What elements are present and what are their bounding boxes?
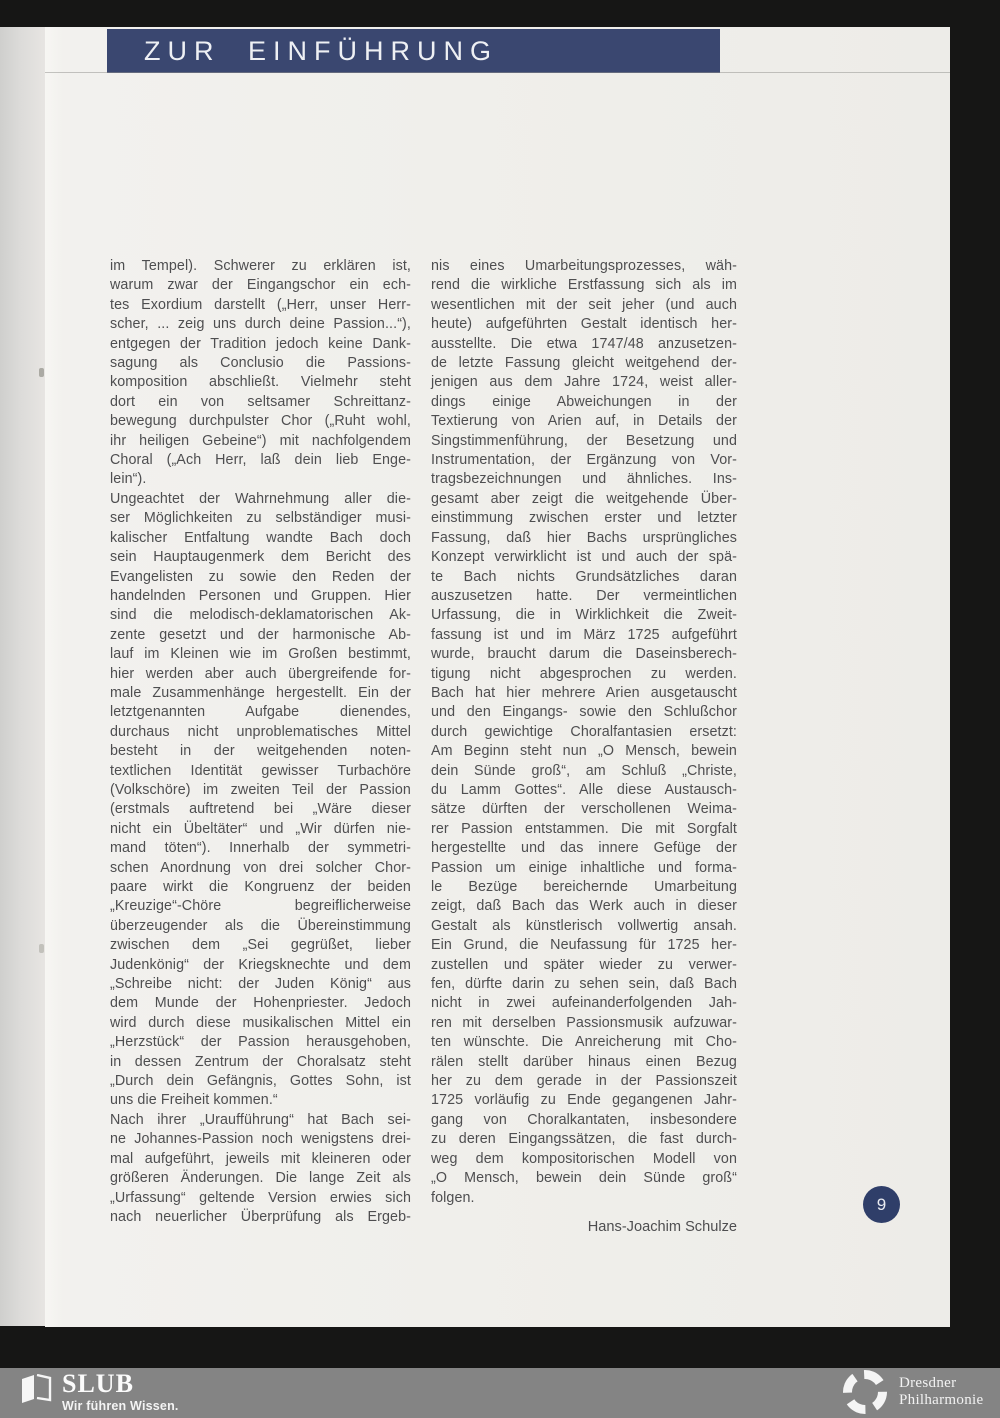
text-line: zu deren Eingangssätzen, die fast durch- — [431, 1131, 737, 1148]
text-line: hier werden aber auch übergreifende for- — [110, 665, 411, 682]
text-line: Choral („Ach Herr, laß dein lieb Enge- — [110, 452, 411, 469]
header-rule — [45, 72, 950, 73]
text-line: rälen stellt darüber hinaus einen Bezug — [431, 1053, 737, 1070]
paragraph — [110, 257, 411, 490]
text-line: paare wirkt die Kongruenz der beiden — [110, 879, 411, 895]
text-line: durchaus nicht unproblematisches Mittel — [110, 723, 411, 740]
text-line: mand töten“). Innerhalb der symmetri- — [110, 840, 411, 857]
text-line: Konzept verwirklicht ist und auch der spä- — [431, 549, 737, 566]
text-line: dein Sünde groß“, am Schluß „Christe, — [431, 762, 737, 779]
text-line: folgen. — [431, 1189, 475, 1206]
text-line: und den Eingangs- sowie den Schlußchor — [431, 704, 737, 721]
author-signature: Hans-Joachim Schulze — [587, 1219, 737, 1235]
text-line: sein Hauptaugenmerk dem Bericht des — [110, 549, 411, 566]
text-line: sätze dürften der verschollenen Weima- — [431, 801, 737, 818]
text-line: „Durch dein Gefängnis, Gottes Sohn, ist — [110, 1073, 411, 1090]
text-line: de letzte Fassung gleicht weitgehend der- — [431, 355, 737, 372]
text-line: Urfassung, die in Wirklichkeit die Zweit- — [431, 607, 737, 624]
text-line: kalischer Entfaltung wandte Bach doch — [110, 529, 411, 546]
text-line: Bach hat hier mehrere Arien ausgetauscht — [431, 684, 737, 701]
text-line: entgegen der Tradition jedoch keine Dank- — [110, 335, 411, 352]
text-line: tes Exordium darstellt („Herr, unser Herr- — [110, 296, 411, 313]
text-line: hergestellte und das innere Gefüge der — [431, 840, 737, 857]
text-line: ausstellte. Die etwa 1747/48 anzusetzen- — [431, 335, 737, 352]
text-line: durch gewichtige Choralfantasien ersetzt: — [431, 723, 737, 740]
text-line: ihr heiligen Gebeine“) mit nachfolgendem — [110, 432, 411, 449]
paragraph — [431, 257, 737, 1208]
text-line: „O Mensch, bewein dein Sünde groß“ — [431, 1170, 737, 1187]
text-line: lauf im Kleinen wie im Großen bestimmt, — [110, 646, 411, 663]
text-line: Gestalt als künstlerisch vollwertig ansah. — [431, 917, 737, 934]
text-line: Judenkönig“ der Kriegsknechte und dem — [110, 956, 411, 973]
text-line: ne Johannes-Passion noch wenigstens drei- — [110, 1131, 411, 1148]
text-line: scher, ... zeig uns durch deine Passion...“), — [110, 316, 411, 333]
text-column-left — [110, 257, 411, 1227]
text-line: im Tempel). Schwerer zu erklären ist, — [110, 258, 411, 274]
staple-mark — [39, 368, 44, 377]
text-line: sagung als Conclusio die Passions- — [110, 355, 411, 372]
text-column-right — [431, 257, 737, 1208]
text-line: nicht in zwei aufeinanderfolgenden Jah- — [431, 995, 737, 1012]
text-line: Fassung, daß hier Bachs ursprüngliches — [431, 529, 737, 546]
paragraph — [110, 490, 411, 1111]
starburst-icon — [843, 1370, 887, 1414]
text-line: warum zwar der Eingangschor ein ech- — [110, 277, 411, 294]
paragraph — [110, 1111, 411, 1227]
text-line: tragsbezeichnungen und ähnliches. Ins- — [431, 471, 737, 488]
text-line: Ein Grund, die Neufassung für 1725 her- — [431, 937, 737, 954]
text-line: größeren Änderungen. Die lange Zeit als — [110, 1170, 411, 1187]
text-line: ren mit derselben Passionsmusik aufzuwar- — [431, 1014, 737, 1031]
text-line: zeigt, daß Bach das Werk auch in dieser — [431, 898, 737, 915]
text-line: heute) aufgeführten Gestalt identisch her- — [431, 316, 737, 333]
text-line: letztgenannten Aufgabe dienendes, — [110, 704, 411, 721]
text-line: male Zusammenhänge hergestellt. Ein der — [110, 684, 411, 701]
text-line: jenigen aus dem Jahre 1724, weist aller- — [431, 374, 737, 391]
text-line: 1725 vorläufig zu Ende gegangenen Jahr- — [431, 1092, 737, 1109]
text-line: „Schreibe nicht: der Juden König“ aus — [110, 976, 411, 993]
text-line: Ungeachtet der Wahrnehmung aller die- — [110, 490, 411, 507]
text-line: „Urfassung“ geltende Version erwies sich — [110, 1189, 411, 1206]
text-line: gesamt aber zeigt die weitgehende Über- — [431, 490, 737, 507]
scan-footer-bar — [0, 1368, 1000, 1418]
text-line: mal aufgeführt, jeweils mit kleineren oder — [110, 1150, 411, 1167]
text-line: Textierung von Arien auf, in Details der — [431, 413, 737, 430]
text-line: Instrumentation, der Ergänzung von Vor- — [431, 452, 737, 469]
text-line: Am Beginn steht nun „O Mensch, bewein — [431, 743, 737, 760]
text-line: tigung nicht abgesprochen zu werden. — [431, 665, 737, 682]
text-line: textlichen Identität gewisser Turbachöre — [110, 762, 411, 779]
text-line: Singstimmenführung, der Besetzung und — [431, 432, 737, 449]
text-line: ser Möglichkeiten zu selbständiger musi- — [110, 510, 411, 527]
text-line: handelnden Personen und Gruppen. Hier — [110, 587, 411, 604]
philharmonie-name-line1: Dresdner — [899, 1375, 957, 1391]
page-number-badge: 9 — [863, 1186, 900, 1223]
text-line: dem Munde der Hohenpriester. Jedoch — [110, 995, 411, 1012]
text-line: zente gesetzt und der harmonische Ab- — [110, 626, 411, 643]
text-line: ten wünschte. Die Anreicherung mit Cho- — [431, 1034, 737, 1051]
section-title-bar — [107, 29, 720, 73]
text-line: nis eines Umarbeitungsprozesses, wäh- — [431, 258, 737, 274]
text-line: zustellen und später wieder zu verwer- — [431, 956, 737, 973]
text-line: einstimmung zwischen erster und letzter — [431, 510, 737, 527]
text-line: (erstmals auftretend bei „Wäre dieser — [110, 801, 411, 818]
slub-wordmark: SLUB — [62, 1369, 134, 1398]
text-line: uns die Freiheit kommen.“ — [110, 1092, 278, 1109]
slub-logo-block — [20, 1371, 179, 1413]
page-title: ZUR EINFÜHRUNG — [144, 35, 498, 66]
adjacent-page-edge — [0, 27, 45, 1326]
philharmonie-logo-block — [843, 1370, 983, 1414]
text-line: weg dem kompositorischen Modell von — [431, 1150, 737, 1167]
booklet-page — [45, 27, 950, 1327]
text-line: nach neuerlicher Überprüfung als Ergeb- — [110, 1208, 411, 1225]
text-line: sind die melodisch-deklamatorischen Ak- — [110, 607, 411, 624]
text-line: te Bach nichts Grundsätzliches daran — [431, 568, 737, 585]
text-line: (Volkschöre) im zweiten Teil der Passion — [110, 781, 411, 798]
text-line: besteht in der weitgehenden noten- — [110, 743, 411, 760]
text-line: dings einige Abweichungen in der — [431, 393, 737, 410]
text-line: her zu dem gerade in der Passionszeit — [431, 1073, 737, 1090]
text-line: dort ein von seltsamer Schreittanz- — [110, 393, 411, 410]
text-line: komposition abschließt. Vielmehr steht — [110, 374, 411, 391]
text-line: wesentlichen mit der seit jeher (und auch — [431, 296, 737, 313]
philharmonie-name-line2: Philharmonie — [899, 1392, 984, 1408]
text-line: du Lamm Gottes“. Alle diese Austausch- — [431, 781, 737, 798]
text-line: le Bezüge bereichernde Umarbeitung — [431, 879, 737, 895]
text-line: schen Anordnung von drei solcher Chor- — [110, 859, 411, 876]
text-line: wird durch diese musikalischen Mittel ein — [110, 1014, 411, 1031]
text-line: Passion um einige inhaltliche und forma- — [431, 859, 737, 876]
slub-tagline: Wir führen Wissen. — [62, 1399, 179, 1413]
text-line: fassung ist und im März 1725 aufgeführt — [431, 626, 737, 643]
text-line: überzeugender als die Übereinstimmung — [110, 917, 411, 934]
text-line: zwischen dem „Sei gegrüßet, lieber — [110, 937, 411, 954]
book-icon — [20, 1374, 54, 1404]
text-line: rer Passion entstammen. Die mit Sorgfalt — [431, 820, 737, 837]
text-line: lein“). — [110, 471, 147, 488]
text-line: bewegung durchpulster Chor („Ruht wohl, — [110, 413, 411, 430]
text-line: Nach ihrer „Uraufführung“ hat Bach sei- — [110, 1111, 411, 1128]
text-line: auszusetzen hatte. Der vermeintlichen — [431, 587, 737, 604]
staple-mark — [39, 944, 44, 953]
text-line: „Herzstück“ der Passion herausgehoben, — [110, 1034, 411, 1051]
text-line: nicht ein Übeltäter“ und „Wir dürfen nie- — [110, 820, 411, 837]
text-line: wurde, braucht darum die Daseinsberech- — [431, 646, 737, 663]
text-line: fen, dürfte darin zu sehen sein, daß Bach — [431, 976, 737, 993]
text-line: gang von Choralkantaten, insbesondere — [431, 1111, 737, 1128]
text-line: Evangelisten zu sowie den Reden der — [110, 568, 411, 585]
text-line: rend die wirkliche Erstfassung sich als im — [431, 277, 737, 294]
text-line: „Kreuzige“-Chöre begreiflicherweise — [110, 898, 411, 915]
text-line: in dessen Zentrum der Choralsatz steht — [110, 1053, 411, 1070]
